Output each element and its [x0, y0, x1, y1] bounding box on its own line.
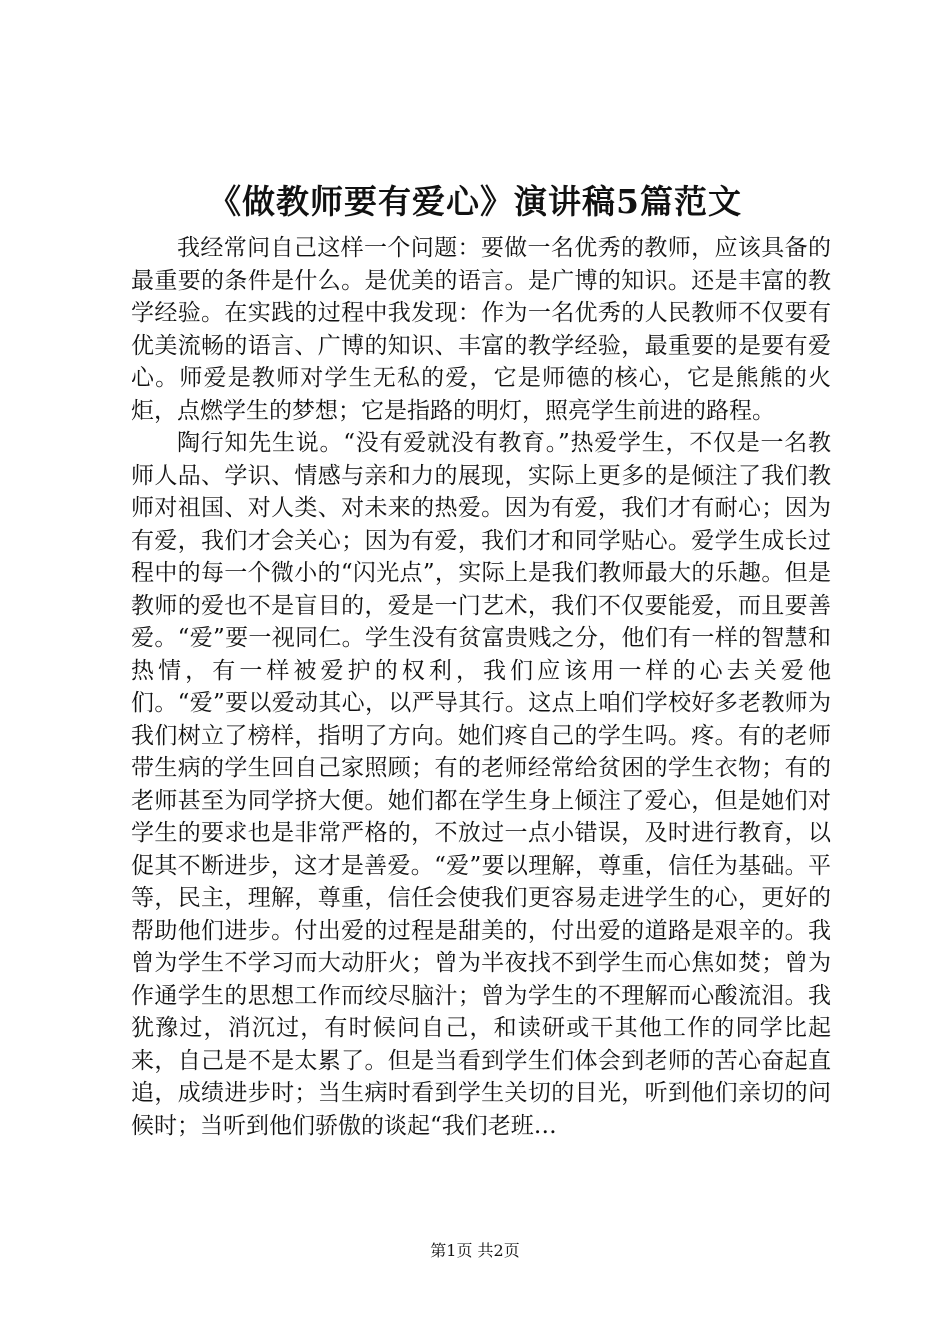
- paragraph-2: 陶行知先生说。“没有爱就没有教育。”热爱学生，不仅是一名教师人品、学识、情感与亲和力的展现，实际上更多的是倾注了我们教师对祖国、对人类、对未来的热爱。因为有爱，我们才有耐心；因为有爱，我们才会关心；因为有爱，我们才和同学贴心。爱学生成长过程中的每一个微小的“闪光点”，实际上是我们教师最大的乐趣。但是教师的爱也不是盲目的，爱是一门艺术，我们不仅要能爱，而且要善爱。“爱”要一视同仁。学生没有贫富贵贱之分，他们有一样的智慧和热情，有一样被爱护的权利，我们应该用一样的心去关爱他们。“爱”要以爱动其心，以严导其行。这点上咱们学校好多老教师为我们树立了榜样，指明了方向。她们疼自己的学生吗。疼。有的老师带生病的学生回自己家照顾；有的老师经常给贫困的学生衣物；有的老师甚至为同学挤大便。她们都在学生身上倾注了爱心，但是她们对学生的要求也是非常严格的，不放过一点小错误，及时进行教育，以促其不断进步，这才是善爱。“爱”要以理解，尊重，信任为基础。平等，民主，理解，尊重，信任会使我们更容易走进学生的心，更好的帮助他们进步。付出爱的过程是甜美的，付出爱的道路是艰辛的。我曾为学生不学习而大动肝火；曾为半夜找不到学生而心焦如焚；曾为作通学生的思想工作而绞尽脑汁；曾为学生的不理解而心酸流泪。我犹豫过，消沉过，有时候问自己，和读研或干其他工作的同学比起来，自己是不是太累了。但是当看到学生们体会到老师的苦心奋起直追，成绩进步时；当生病时看到学生关切的目光，听到他们亲切的问候时；当听到他们骄傲的谈起“我们老班…: [131, 430, 831, 1139]
- paragraph-1: 我经常问自己这样一个问题：要做一名优秀的教师，应该具备的最重要的条件是什么。是优美的语言。是广博的知识。还是丰富的教学经验。在实践的过程中我发现：作为一名优秀的人民教师不仅要有优美流畅的语言、广博的知识、丰富的教学经验，最重要的是要有爱心。师爱是教师对学生无私的爱，它是师德的核心，它是熊熊的火炬，点燃学生的梦想；它是指路的明灯，照亮学生前进的路程。: [131, 235, 831, 424]
- page-number-footer: 第1页 共2页: [430, 1241, 520, 1260]
- document-body: [131, 232, 831, 1142]
- document-title: 《做教师要有爱心》演讲稿5篇范文: [208, 182, 742, 221]
